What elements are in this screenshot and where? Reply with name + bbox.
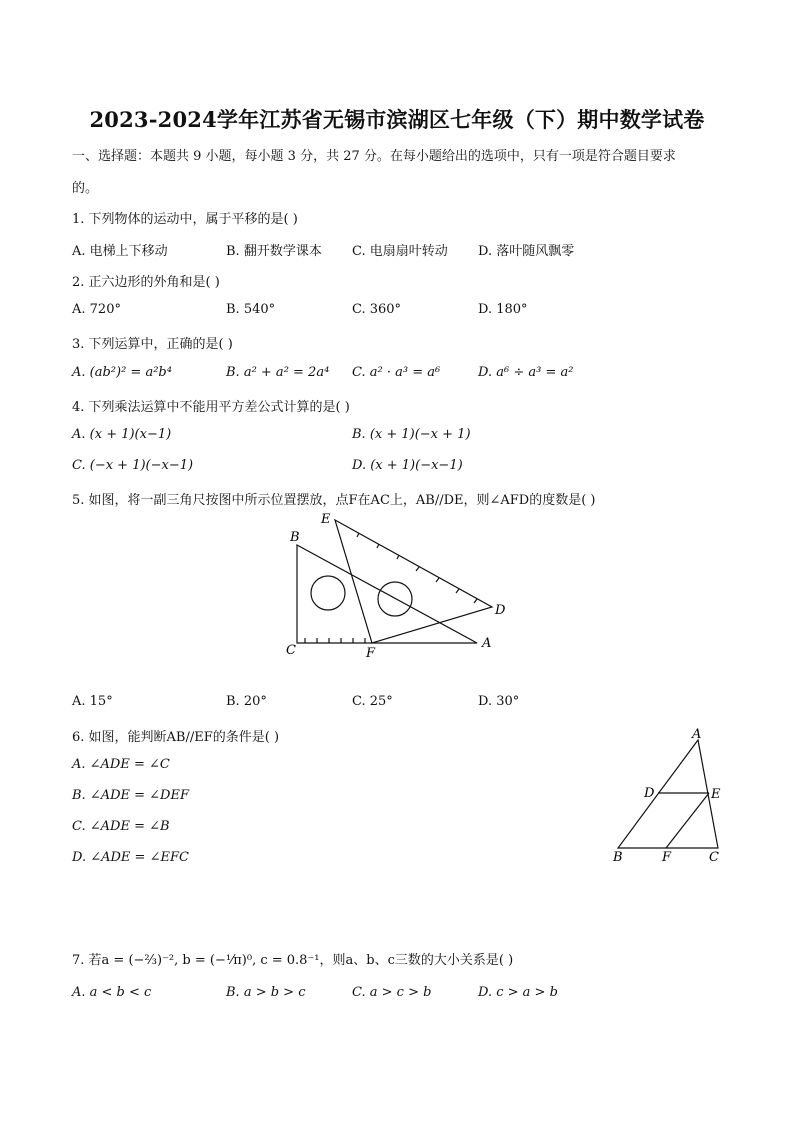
label-e: E	[321, 512, 331, 527]
label-e: E	[711, 787, 721, 802]
question-1-stem: 1. 下列物体的运动中，属于平移的是( )	[72, 212, 298, 227]
q3-option-d[interactable]: D. a⁶ ÷ a³ = a²	[478, 365, 574, 380]
set-square-figure	[276, 505, 516, 665]
q5-option-a[interactable]: A. 15°	[72, 694, 113, 709]
circle-hole-left	[311, 576, 345, 610]
q6-option-b[interactable]: B. ∠ADE = ∠DEF	[72, 788, 189, 803]
q7-option-b[interactable]: B. a > b > c	[226, 985, 306, 1000]
q1-option-a[interactable]: A. 电梯上下移动	[72, 244, 168, 259]
q4-option-b[interactable]: B. (x + 1)(−x + 1)	[352, 427, 471, 442]
q4-option-d[interactable]: D. (x + 1)(−x−1)	[352, 458, 463, 473]
q5-option-d[interactable]: D. 30°	[478, 694, 520, 709]
label-d: D	[495, 603, 506, 618]
q7-option-c[interactable]: C. a > c > b	[352, 985, 432, 1000]
label-f: F	[662, 850, 672, 865]
triangle-abc	[618, 740, 718, 848]
label-a: A	[692, 727, 702, 742]
question-7-stem: 7. 若a = (−²⁄₃)⁻², b = (−¹⁄π)⁰, c = 0.8⁻¹，则a、b、c三数的大小关系是( )	[72, 953, 514, 968]
q2-option-c[interactable]: C. 360°	[352, 302, 402, 317]
q6-option-a[interactable]: A. ∠ADE = ∠C	[72, 757, 170, 772]
triangle-edf	[335, 520, 492, 643]
q4-option-c[interactable]: C. (−x + 1)(−x−1)	[72, 458, 194, 473]
page-title: 2023-2024学年江苏省无锡市滨湖区七年级（下）期中数学试卷	[89, 107, 705, 132]
q4-option-a[interactable]: A. (x + 1)(x−1)	[72, 427, 172, 442]
q3-option-b[interactable]: B. a² + a² = 2a⁴	[226, 365, 330, 380]
label-d: D	[644, 786, 655, 801]
label-c: C	[709, 850, 719, 865]
q1-option-d[interactable]: D. 落叶随风飘零	[478, 244, 575, 259]
label-b: B	[613, 850, 623, 865]
q7-option-a[interactable]: A. a < b < c	[72, 985, 152, 1000]
question-5-stem: 5. 如图，将一副三角尺按图中所示位置摆放，点F在AC上，AB//DE，则∠AFD的度数是( )	[72, 493, 596, 508]
question-3-stem: 3. 下列运算中，正确的是( )	[72, 337, 233, 352]
label-b: B	[290, 530, 300, 545]
q1-option-b[interactable]: B. 翻开数学课本	[226, 244, 322, 259]
segment-ef	[666, 793, 709, 848]
q1-option-c[interactable]: C. 电扇扇叶转动	[352, 244, 448, 259]
label-c: C	[286, 643, 296, 658]
q2-option-b[interactable]: B. 540°	[226, 302, 276, 317]
q7-option-d[interactable]: D. c > a > b	[478, 985, 558, 1000]
triangle-bca	[297, 545, 477, 643]
label-a: A	[482, 636, 492, 651]
q5-option-c[interactable]: C. 25°	[352, 694, 393, 709]
question-2-stem: 2. 正六边形的外角和是( )	[72, 275, 220, 290]
section-heading-cont: 的。	[72, 181, 99, 196]
q3-option-a[interactable]: A. (ab²)² = a²b⁴	[72, 365, 172, 380]
q6-option-c[interactable]: C. ∠ADE = ∠B	[72, 819, 170, 834]
question-4-stem: 4. 下列乘法运算中不能用平方差公式计算的是( )	[72, 400, 350, 415]
q2-option-a[interactable]: A. 720°	[72, 302, 121, 317]
question-6-stem: 6. 如图，能判断AB//EF的条件是( )	[72, 730, 280, 745]
q3-option-c[interactable]: C. a² · a³ = a⁶	[352, 365, 441, 380]
q5-option-b[interactable]: B. 20°	[226, 694, 267, 709]
triangle-abc-figure	[606, 724, 736, 870]
q6-option-d[interactable]: D. ∠ADE = ∠EFC	[72, 850, 189, 865]
section-heading: 一、选择题：本题共 9 小题，每小题 3 分，共 27 分。在每小题给出的选项中，只有一项是符合题目要求	[72, 149, 676, 164]
q2-option-d[interactable]: D. 180°	[478, 302, 528, 317]
label-f: F	[366, 646, 376, 661]
